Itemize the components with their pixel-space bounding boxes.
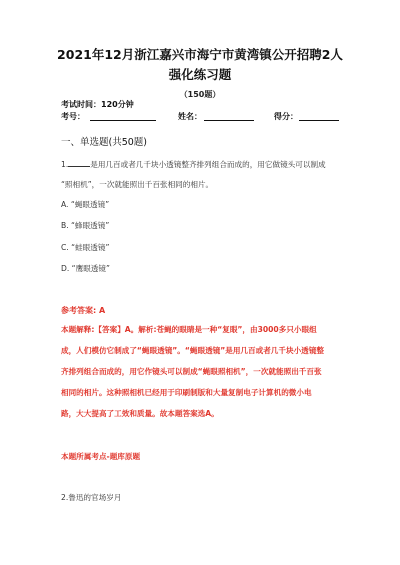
option-d: D. “鹰眼透镜” bbox=[61, 264, 110, 273]
name-label: 姓名： bbox=[178, 112, 202, 121]
question-1-number: 1. bbox=[61, 160, 69, 169]
explanation-line: 相同的相片。这种照相机已经用于印刷制版和大量复制电子计算机的微小电 bbox=[61, 388, 312, 397]
score-label: 得分： bbox=[274, 112, 298, 121]
option-b: B. “蜂眼透镜” bbox=[61, 221, 110, 230]
question-1-stem: 是用几百或者几千块小透镜整齐排列组合而成的，用它做镜头可以制成 bbox=[90, 160, 326, 169]
question-2-text: 2.鲁迅的官场岁月 bbox=[61, 493, 122, 502]
explanation-line: 本题解释:【答案】A。解析:苍蝇的眼睛是一种“复眼”，由3000多只小眼组 bbox=[61, 325, 317, 334]
option-c: C. “蛙眼透镜” bbox=[61, 243, 110, 252]
reference-answer: 参考答案: A bbox=[61, 306, 106, 315]
source-note: 本题所属考点-题库原题 bbox=[61, 452, 141, 461]
exam-number-blank bbox=[90, 120, 156, 121]
exam-time: 考试时间：120分钟 bbox=[61, 100, 134, 109]
section-title: 一、单选题(共50题) bbox=[61, 137, 148, 148]
question-1-text bbox=[61, 158, 326, 170]
explanation-line: 路，大大提高了工效和质量。故本题答案选A。 bbox=[61, 409, 219, 418]
exam-number-label: 考号： bbox=[61, 112, 85, 121]
question-1-text-line2: “照相机”，一次就能照出千百张相同的相片。 bbox=[61, 180, 214, 189]
score-blank bbox=[299, 120, 339, 121]
explanation-line: 成，人们模仿它制成了“蝇眼透镜”。“蝇眼透镜”是用几百或者几千块小透镜整 bbox=[61, 346, 324, 355]
document-title-line2: 强化练习题 bbox=[168, 67, 232, 82]
question-count: （150题） bbox=[179, 90, 221, 99]
document-title-line1: 2021年12月浙江嘉兴市海宁市黄湾镇公开招聘2人 bbox=[57, 47, 343, 62]
name-blank bbox=[204, 120, 254, 121]
option-a: A. “蝇眼透镜” bbox=[61, 200, 110, 209]
explanation-line: 齐排列组合而成的，用它作镜头可以制成“蝇眼照相机”，一次就能照出千百张 bbox=[61, 367, 322, 376]
answer-blank bbox=[68, 158, 90, 167]
